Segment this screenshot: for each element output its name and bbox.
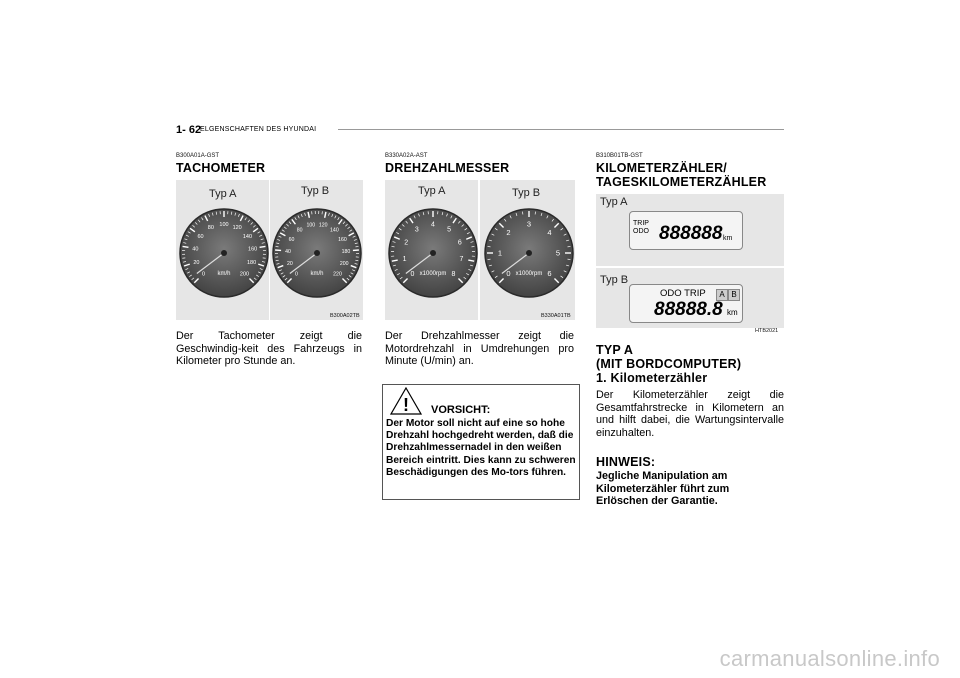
heading-drehzahlmesser: DREHZAHLMESSER <box>385 161 510 175</box>
tick-label: 20 <box>286 260 293 267</box>
section-code-drehzahl: B330A02A-AST <box>385 153 428 159</box>
speedometer-gauge-b <box>271 207 363 299</box>
subheading-kilometerzaehler: 1. Kilometerzähler <box>596 371 708 385</box>
section-code-odometer: B310B01TB-GST <box>596 153 643 159</box>
figure-code: B300A02TB <box>330 313 360 319</box>
heading-tageskilometerzaehler: TAGESKILOMETERZÄHLER <box>596 175 767 189</box>
gauge-unit-label: x1000rpm <box>419 271 447 277</box>
tick-label: 40 <box>192 246 199 253</box>
tachometer-description: Der Tachometer zeigt die Geschwindig-keit des Fahrzeugs in Kilometer pro Stunde an. <box>176 330 362 367</box>
tick-label: 180 <box>341 248 351 255</box>
label-typ-a: Typ A <box>600 196 628 208</box>
tick-label: 120 <box>318 222 328 229</box>
gauge-hub <box>526 250 532 256</box>
trip-b-indicator: B <box>728 289 740 301</box>
gauge-hub <box>430 250 436 256</box>
odometer-display-b <box>629 284 743 323</box>
figure-code: HTB2021 <box>755 328 779 334</box>
tick-label: 200 <box>339 260 349 267</box>
label-typ-a: Typ A <box>209 188 237 200</box>
major-tick <box>260 246 266 247</box>
caution-title: VORSICHT: <box>431 404 491 416</box>
lcd-unit: km <box>723 235 733 242</box>
speedometer-gauge-a <box>178 207 270 299</box>
gauge-hub <box>314 250 320 256</box>
trip-a-indicator: A <box>716 289 728 301</box>
tick-label: 220 <box>333 271 342 278</box>
caution-text: Der Motor soll nicht auf eine so hohe Drehzahl hochgedreht werden, daß die Drehzahlmessernadel in den weißen Bereich eintritt. Dies kann zu schweren Beschädigungen des Mo-tors führen. <box>386 418 576 478</box>
lcd-unit: km <box>727 308 738 317</box>
tick-label: 6 <box>547 269 552 279</box>
tick-label: 0 <box>410 270 415 278</box>
tick-label: 8 <box>451 270 456 278</box>
note-title: HINWEIS: <box>596 455 656 469</box>
tick-label: 140 <box>242 233 253 240</box>
tachometer-rpm-gauge-a <box>387 207 479 299</box>
section-code-tachometer: B300A01A-GST <box>176 153 220 159</box>
tick-label: 4 <box>547 228 552 238</box>
odometer-display-a <box>629 211 743 250</box>
tick-label: 3 <box>414 226 419 234</box>
figure-code: B330A01TB <box>541 313 571 319</box>
heading-tachometer: TACHOMETER <box>176 161 266 175</box>
tick-label: 0 <box>295 271 298 278</box>
tick-label: 1 <box>402 256 407 264</box>
tick-label: 120 <box>232 225 242 232</box>
major-tick <box>183 246 189 247</box>
tachometer-rpm-gauge-b <box>483 207 575 299</box>
tick-label: 6 <box>457 239 462 247</box>
drehzahl-description: Der Drehzahlmesser zeigt die Motordrehzahl in Umdrehungen pro Minute (U/min) an. <box>385 330 574 367</box>
tick-label: 7 <box>459 256 464 264</box>
lcd-label-trip: TRIP <box>633 220 649 227</box>
tick-label: 140 <box>330 227 339 234</box>
tick-label: 0 <box>201 271 206 278</box>
page-number: 1- 62 <box>176 124 202 136</box>
subheading-bordcomputer: (MIT BORDCOMPUTER) <box>596 357 742 371</box>
gauge-unit-label: km/h <box>310 271 324 277</box>
tick-label: 5 <box>555 248 561 258</box>
tick-label: 80 <box>296 227 303 234</box>
label-typ-b: Typ B <box>600 274 629 286</box>
label-typ-a: Typ A <box>418 185 446 197</box>
running-header: ELGENSCHAFTEN DES HYUNDAI <box>200 126 317 133</box>
tick-label: 60 <box>197 233 204 240</box>
tick-label: 2 <box>404 239 409 247</box>
gauge-unit-label: x1000rpm <box>515 271 543 277</box>
heading-kilometerzaehler: KILOMETERZÄHLER/ <box>596 161 727 175</box>
tick-label: 80 <box>207 225 214 232</box>
tick-label: 60 <box>288 236 295 243</box>
tick-label: 0 <box>506 269 511 279</box>
tick-label: 100 <box>219 221 229 228</box>
gauge-unit-label: km/h <box>217 271 231 277</box>
subheading-typ-a: TYP A <box>596 343 634 357</box>
odometer-description: Der Kilometerzähler zeigt die Gesamtfahrstrecke in Kilometern an und hilft dabei, die Wartungsintervalle einzuhalten. <box>596 389 784 439</box>
tick-label: 160 <box>248 246 258 253</box>
warning-triangle-icon <box>390 387 422 415</box>
tick-label: 2 <box>506 228 511 238</box>
tick-label: 4 <box>431 221 435 229</box>
lcd-digits: 88888.8 <box>654 299 723 320</box>
header-rule <box>338 129 784 130</box>
tick-label: 5 <box>447 226 452 234</box>
label-typ-b: Typ B <box>512 187 541 199</box>
tick-label: 200 <box>239 271 250 278</box>
note-text: Jegliche Manipulation am Kilometerzähler führt zum Erlöschen der Garantie. <box>596 470 730 507</box>
lcd-digits: 888888 <box>659 223 723 244</box>
watermark: carmanualsonline.info <box>719 646 940 671</box>
gauge-hub <box>221 250 227 256</box>
tick-label: 160 <box>338 236 347 243</box>
tick-label: 180 <box>246 259 257 266</box>
lcd-label-odo-trip: ODO TRIP <box>660 288 706 299</box>
caution-box <box>382 384 580 500</box>
tick-label: 3 <box>526 219 532 229</box>
label-typ-b: Typ B <box>301 185 330 197</box>
tick-label: 1 <box>497 248 503 258</box>
tick-label: 40 <box>285 248 291 255</box>
lcd-label-odo: ODO <box>633 228 649 235</box>
tick-label: 100 <box>306 222 316 229</box>
tick-label: 20 <box>193 259 200 266</box>
warning-glyph: ! <box>403 395 409 415</box>
